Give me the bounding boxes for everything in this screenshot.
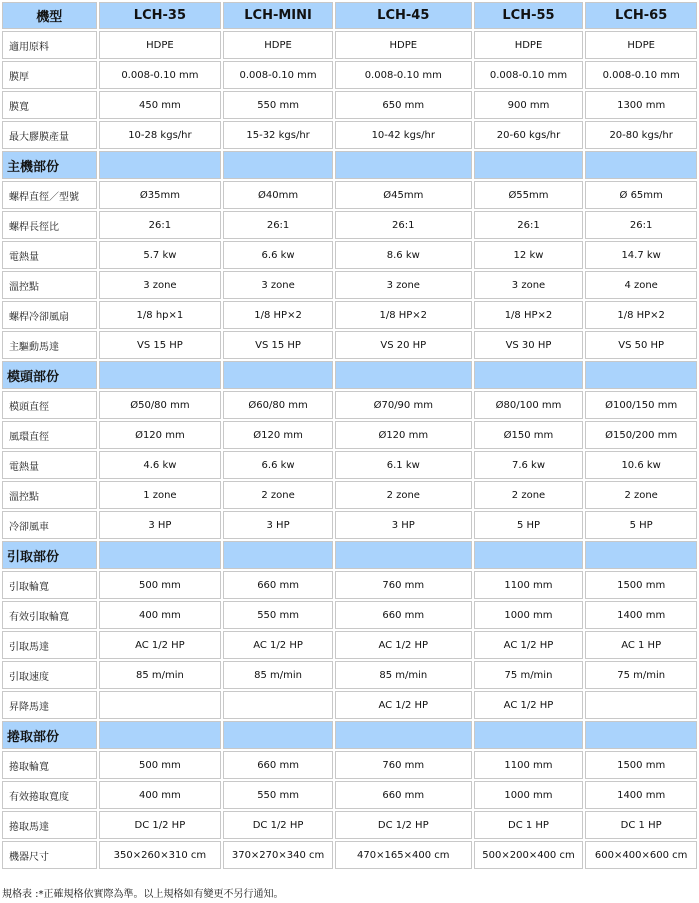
table-cell (223, 721, 333, 749)
header-cell-lch-45: LCH-45 (335, 2, 472, 29)
section-row (2, 151, 697, 179)
table-cell: 26:1 (223, 211, 333, 239)
row-label: 昇降馬達 (2, 691, 97, 719)
row-label: 螺桿長徑比 (2, 211, 97, 239)
table-row (2, 481, 697, 509)
table-cell: 450 mm (99, 91, 222, 119)
table-cell: 75 m/min (585, 661, 697, 689)
table-cell: HDPE (585, 31, 697, 59)
table-cell (585, 361, 697, 389)
table-cell: 1000 mm (474, 781, 584, 809)
table-cell: 600×400×600 cm (585, 841, 697, 869)
table-cell: 7.6 kw (474, 451, 584, 479)
header-cell-lch-mini: LCH-MINI (223, 2, 333, 29)
row-label: 螺桿直徑／型號 (2, 181, 97, 209)
section-title: 模頭部份 (2, 361, 97, 389)
table-cell: 1/8 HP×2 (335, 301, 472, 329)
table-cell: AC 1/2 HP (474, 631, 584, 659)
table-cell: Ø45mm (335, 181, 472, 209)
table-cell: 370×270×340 cm (223, 841, 333, 869)
table-row (2, 631, 697, 659)
table-row (2, 811, 697, 839)
row-label: 適用原料 (2, 31, 97, 59)
table-cell: 1000 mm (474, 601, 584, 629)
table-cell: 15-32 kgs/hr (223, 121, 333, 149)
table-row (2, 301, 697, 329)
table-cell: 1400 mm (585, 781, 697, 809)
table-cell: AC 1/2 HP (223, 631, 333, 659)
table-cell (474, 151, 584, 179)
table-cell: 12 kw (474, 241, 584, 269)
table-cell: Ø100/150 mm (585, 391, 697, 419)
table-cell: 20-80 kgs/hr (585, 121, 697, 149)
table-cell: 4 zone (585, 271, 697, 299)
row-label: 有效引取輪寬 (2, 601, 97, 629)
table-cell: 550 mm (223, 91, 333, 119)
row-label: 引取輪寬 (2, 571, 97, 599)
table-cell: 350×260×310 cm (99, 841, 222, 869)
table-cell: 400 mm (99, 601, 222, 629)
row-label: 冷卻風車 (2, 511, 97, 539)
table-cell: 660 mm (223, 571, 333, 599)
table-cell: DC 1/2 HP (335, 811, 472, 839)
table-cell (474, 721, 584, 749)
table-cell: 3 HP (223, 511, 333, 539)
table-cell: HDPE (99, 31, 222, 59)
table-cell (585, 151, 697, 179)
table-cell: 3 zone (99, 271, 222, 299)
table-row (2, 841, 697, 869)
table-cell: 1/8 HP×2 (585, 301, 697, 329)
table-cell: 2 zone (223, 481, 333, 509)
footer-note: 規格表 :*正確規格依實際為準。以上規格如有變更不另行通知。 (2, 889, 284, 900)
header-cell-model: 機型 (2, 2, 97, 29)
section-title: 主機部份 (2, 151, 97, 179)
table-cell (99, 691, 222, 719)
row-label: 溫控點 (2, 481, 97, 509)
table-cell: 26:1 (474, 211, 584, 239)
table-cell (223, 361, 333, 389)
table-cell (335, 151, 472, 179)
table-cell: HDPE (335, 31, 472, 59)
table-cell: 0.008-0.10 mm (585, 61, 697, 89)
section-row (2, 541, 697, 569)
table-row (2, 661, 697, 689)
table-cell: 760 mm (335, 751, 472, 779)
spec-table-body (2, 31, 697, 869)
table-cell: 8.6 kw (335, 241, 472, 269)
table-cell: 660 mm (335, 601, 472, 629)
table-cell: 2 zone (585, 481, 697, 509)
table-cell: HDPE (474, 31, 584, 59)
section-row (2, 721, 697, 749)
table-cell: 0.008-0.10 mm (474, 61, 584, 89)
table-cell: Ø80/100 mm (474, 391, 584, 419)
table-row (2, 571, 697, 599)
table-cell: VS 15 HP (99, 331, 222, 359)
table-cell: Ø60/80 mm (223, 391, 333, 419)
row-label: 電熱量 (2, 241, 97, 269)
table-cell: 0.008-0.10 mm (223, 61, 333, 89)
table-cell: VS 30 HP (474, 331, 584, 359)
table-cell (335, 541, 472, 569)
table-cell: AC 1/2 HP (335, 631, 472, 659)
table-cell: 10-42 kgs/hr (335, 121, 472, 149)
table-row (2, 451, 697, 479)
row-label: 有效捲取寬度 (2, 781, 97, 809)
table-cell: 6.6 kw (223, 241, 333, 269)
table-cell: 1500 mm (585, 751, 697, 779)
table-row (2, 601, 697, 629)
table-cell: DC 1/2 HP (223, 811, 333, 839)
header-row (2, 2, 697, 29)
table-cell (335, 361, 472, 389)
row-label: 引取速度 (2, 661, 97, 689)
section-row (2, 361, 697, 389)
table-cell: Ø150 mm (474, 421, 584, 449)
header-cell-lch-35: LCH-35 (99, 2, 222, 29)
table-cell: 10.6 kw (585, 451, 697, 479)
table-cell: 5.7 kw (99, 241, 222, 269)
table-cell: 0.008-0.10 mm (335, 61, 472, 89)
row-label: 螺桿冷卻風扇 (2, 301, 97, 329)
table-cell (474, 541, 584, 569)
table-cell (99, 151, 222, 179)
row-label: 最大膠膜產量 (2, 121, 97, 149)
table-row (2, 391, 697, 419)
table-row (2, 781, 697, 809)
table-cell: 500×200×400 cm (474, 841, 584, 869)
table-cell: HDPE (223, 31, 333, 59)
table-cell: 660 mm (335, 781, 472, 809)
table-row (2, 751, 697, 779)
table-cell: Ø40mm (223, 181, 333, 209)
header-cell-lch-55: LCH-55 (474, 2, 584, 29)
table-cell (585, 541, 697, 569)
row-label: 引取馬達 (2, 631, 97, 659)
table-cell (99, 541, 222, 569)
section-title: 捲取部份 (2, 721, 97, 749)
row-label: 溫控點 (2, 271, 97, 299)
table-cell (223, 541, 333, 569)
table-cell: 0.008-0.10 mm (99, 61, 222, 89)
table-row (2, 241, 697, 269)
table-cell: 5 HP (585, 511, 697, 539)
table-cell: 1 zone (99, 481, 222, 509)
table-cell: 400 mm (99, 781, 222, 809)
header-cell-lch-65: LCH-65 (585, 2, 697, 29)
table-row (2, 211, 697, 239)
table-cell: DC 1 HP (585, 811, 697, 839)
row-label: 模頭直徑 (2, 391, 97, 419)
table-cell: 20-60 kgs/hr (474, 121, 584, 149)
table-cell (223, 151, 333, 179)
table-cell: AC 1/2 HP (99, 631, 222, 659)
table-cell (223, 691, 333, 719)
table-cell: 3 zone (335, 271, 472, 299)
table-cell: 900 mm (474, 91, 584, 119)
table-cell: Ø55mm (474, 181, 584, 209)
table-row (2, 181, 697, 209)
table-cell: 85 m/min (223, 661, 333, 689)
table-cell: 26:1 (99, 211, 222, 239)
table-cell: Ø120 mm (99, 421, 222, 449)
table-cell: 1100 mm (474, 751, 584, 779)
table-row (2, 421, 697, 449)
table-cell: DC 1 HP (474, 811, 584, 839)
table-cell: 500 mm (99, 751, 222, 779)
table-row (2, 121, 697, 149)
table-cell: 6.6 kw (223, 451, 333, 479)
table-cell: VS 20 HP (335, 331, 472, 359)
table-cell: Ø 65mm (585, 181, 697, 209)
table-cell: VS 15 HP (223, 331, 333, 359)
table-cell (474, 361, 584, 389)
table-cell: AC 1/2 HP (335, 691, 472, 719)
table-cell: 1400 mm (585, 601, 697, 629)
table-cell: 650 mm (335, 91, 472, 119)
table-cell (335, 721, 472, 749)
table-cell (99, 721, 222, 749)
table-row (2, 331, 697, 359)
table-cell: 660 mm (223, 751, 333, 779)
table-cell: 1100 mm (474, 571, 584, 599)
table-cell: Ø35mm (99, 181, 222, 209)
row-label: 膜厚 (2, 61, 97, 89)
table-cell: Ø120 mm (335, 421, 472, 449)
section-title: 引取部份 (2, 541, 97, 569)
table-cell: 26:1 (585, 211, 697, 239)
table-cell: VS 50 HP (585, 331, 697, 359)
table-cell: 85 m/min (335, 661, 472, 689)
table-cell: AC 1/2 HP (474, 691, 584, 719)
table-cell: 2 zone (474, 481, 584, 509)
table-cell: AC 1 HP (585, 631, 697, 659)
table-cell: 500 mm (99, 571, 222, 599)
table-row (2, 91, 697, 119)
table-cell: Ø120 mm (223, 421, 333, 449)
row-label: 電熱量 (2, 451, 97, 479)
table-cell: 5 HP (474, 511, 584, 539)
row-label: 膜寬 (2, 91, 97, 119)
table-cell: 6.1 kw (335, 451, 472, 479)
table-cell (99, 361, 222, 389)
table-cell: 1/8 hp×1 (99, 301, 222, 329)
table-cell: Ø50/80 mm (99, 391, 222, 419)
table-row (2, 31, 697, 59)
table-cell: 1/8 HP×2 (223, 301, 333, 329)
table-row (2, 271, 697, 299)
table-cell: Ø150/200 mm (585, 421, 697, 449)
table-cell: 3 HP (99, 511, 222, 539)
table-cell: 75 m/min (474, 661, 584, 689)
row-label: 捲取馬達 (2, 811, 97, 839)
table-cell: 14.7 kw (585, 241, 697, 269)
table-cell: 550 mm (223, 781, 333, 809)
table-cell: 470×165×400 cm (335, 841, 472, 869)
table-cell: Ø70/90 mm (335, 391, 472, 419)
table-cell: 550 mm (223, 601, 333, 629)
table-cell: 1500 mm (585, 571, 697, 599)
table-row (2, 511, 697, 539)
table-cell: 760 mm (335, 571, 472, 599)
table-cell: 3 zone (223, 271, 333, 299)
table-cell: 2 zone (335, 481, 472, 509)
table-cell: 1/8 HP×2 (474, 301, 584, 329)
row-label: 風環直徑 (2, 421, 97, 449)
table-cell: 1300 mm (585, 91, 697, 119)
table-cell: 3 HP (335, 511, 472, 539)
table-cell: 3 zone (474, 271, 584, 299)
table-cell: 26:1 (335, 211, 472, 239)
row-label: 機器尺寸 (2, 841, 97, 869)
row-label: 捲取輪寬 (2, 751, 97, 779)
table-cell (585, 721, 697, 749)
table-row (2, 61, 697, 89)
table-cell: DC 1/2 HP (99, 811, 222, 839)
row-label: 主驅動馬達 (2, 331, 97, 359)
table-row (2, 691, 697, 719)
table-cell (585, 691, 697, 719)
table-cell: 85 m/min (99, 661, 222, 689)
table-cell: 10-28 kgs/hr (99, 121, 222, 149)
table-cell: 4.6 kw (99, 451, 222, 479)
